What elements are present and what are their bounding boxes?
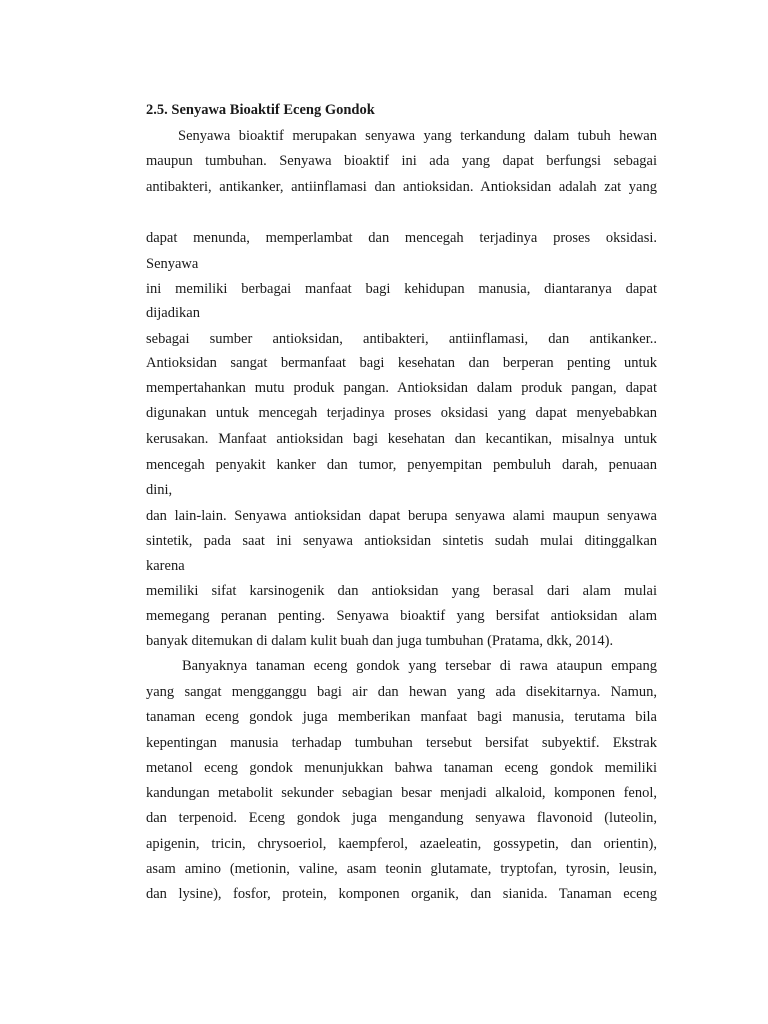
text-line: Senyawa xyxy=(146,256,199,272)
section-heading: 2.5. Senyawa Bioaktif Eceng Gondok xyxy=(146,102,375,118)
text-line: banyak ditemukan di dalam kulit buah dan juga tumbuhan (Pratama, dkk, 2014). xyxy=(146,633,614,649)
text-line: maupun tumbuhan. Senyawa bioaktif ini ada yang dapat berfungsi sebagai xyxy=(146,153,657,169)
text-line: kandungan metabolit sekunder sebagian besar menjadi alkaloid, komponen fenol, xyxy=(146,785,657,801)
text-line: tanaman eceng gondok juga memberikan manfaat bagi manusia, terutama bila xyxy=(146,709,657,725)
text-line: memegang peranan penting. Senyawa bioaktif yang bersifat antioksidan alam xyxy=(146,608,657,624)
text-line: sebagai sumber antioksidan, antibakteri, antiinflamasi, dan antikanker.. xyxy=(146,331,657,347)
text-line: ini memiliki berbagai manfaat bagi kehidupan manusia, diantaranya dapat xyxy=(146,281,657,297)
text-line: dini, xyxy=(146,482,173,498)
text-line: sintetik, pada saat ini senyawa antioksidan sintetis sudah mulai ditinggalkan xyxy=(146,533,657,549)
text-line: dan lysine), fosfor, protein, komponen organik, dan sianida. Tanaman eceng xyxy=(146,886,657,902)
text-line: apigenin, tricin, chrysoeriol, kaempferol, azaeleatin, gossypetin, dan orientin), xyxy=(146,836,657,852)
text-line: Banyaknya tanaman eceng gondok yang tersebar di rawa ataupun empang xyxy=(182,658,657,674)
text-line: yang sangat mengganggu bagi air dan hewan yang ada disekitarnya. Namun, xyxy=(146,684,657,700)
text-line: dan terpenoid. Eceng gondok juga mengandung senyawa flavonoid (luteolin, xyxy=(146,810,657,826)
text-line: dijadikan xyxy=(146,305,200,321)
text-line: memiliki sifat karsinogenik dan antioksidan yang berasal dari alam mulai xyxy=(146,583,657,599)
text-line: kepentingan manusia terhadap tumbuhan tersebut bersifat subyektif. Ekstrak xyxy=(146,735,657,751)
text-line: digunakan untuk mencegah terjadinya proses oksidasi yang dapat menyebabkan xyxy=(146,405,657,421)
text-line: metanol eceng gondok menunjukkan bahwa tanaman eceng gondok memiliki xyxy=(146,760,657,776)
text-line: asam amino (metionin, valine, asam teonin glutamate, tryptofan, tyrosin, leusin, xyxy=(146,861,657,877)
text-line: karena xyxy=(146,558,185,574)
text-line: Senyawa bioaktif merupakan senyawa yang terkandung dalam tubuh hewan xyxy=(178,128,657,144)
text-line: antibakteri, antikanker, antiinflamasi dan antioksidan. Antioksidan adalah zat yang xyxy=(146,179,657,195)
text-line: dan lain-lain. Senyawa antioksidan dapat berupa senyawa alami maupun senyawa xyxy=(146,508,657,524)
text-line: dapat menunda, memperlambat dan mencegah terjadinya proses oksidasi. xyxy=(146,230,657,246)
text-line: Antioksidan sangat bermanfaat bagi kesehatan dan berperan penting untuk xyxy=(146,355,657,371)
text-line: mencegah penyakit kanker dan tumor, penyempitan pembuluh darah, penuaan xyxy=(146,457,657,473)
text-line: kerusakan. Manfaat antioksidan bagi kesehatan dan kecantikan, misalnya untuk xyxy=(146,431,657,447)
text-line: mempertahankan mutu produk pangan. Antioksidan dalam produk pangan, dapat xyxy=(146,380,657,396)
